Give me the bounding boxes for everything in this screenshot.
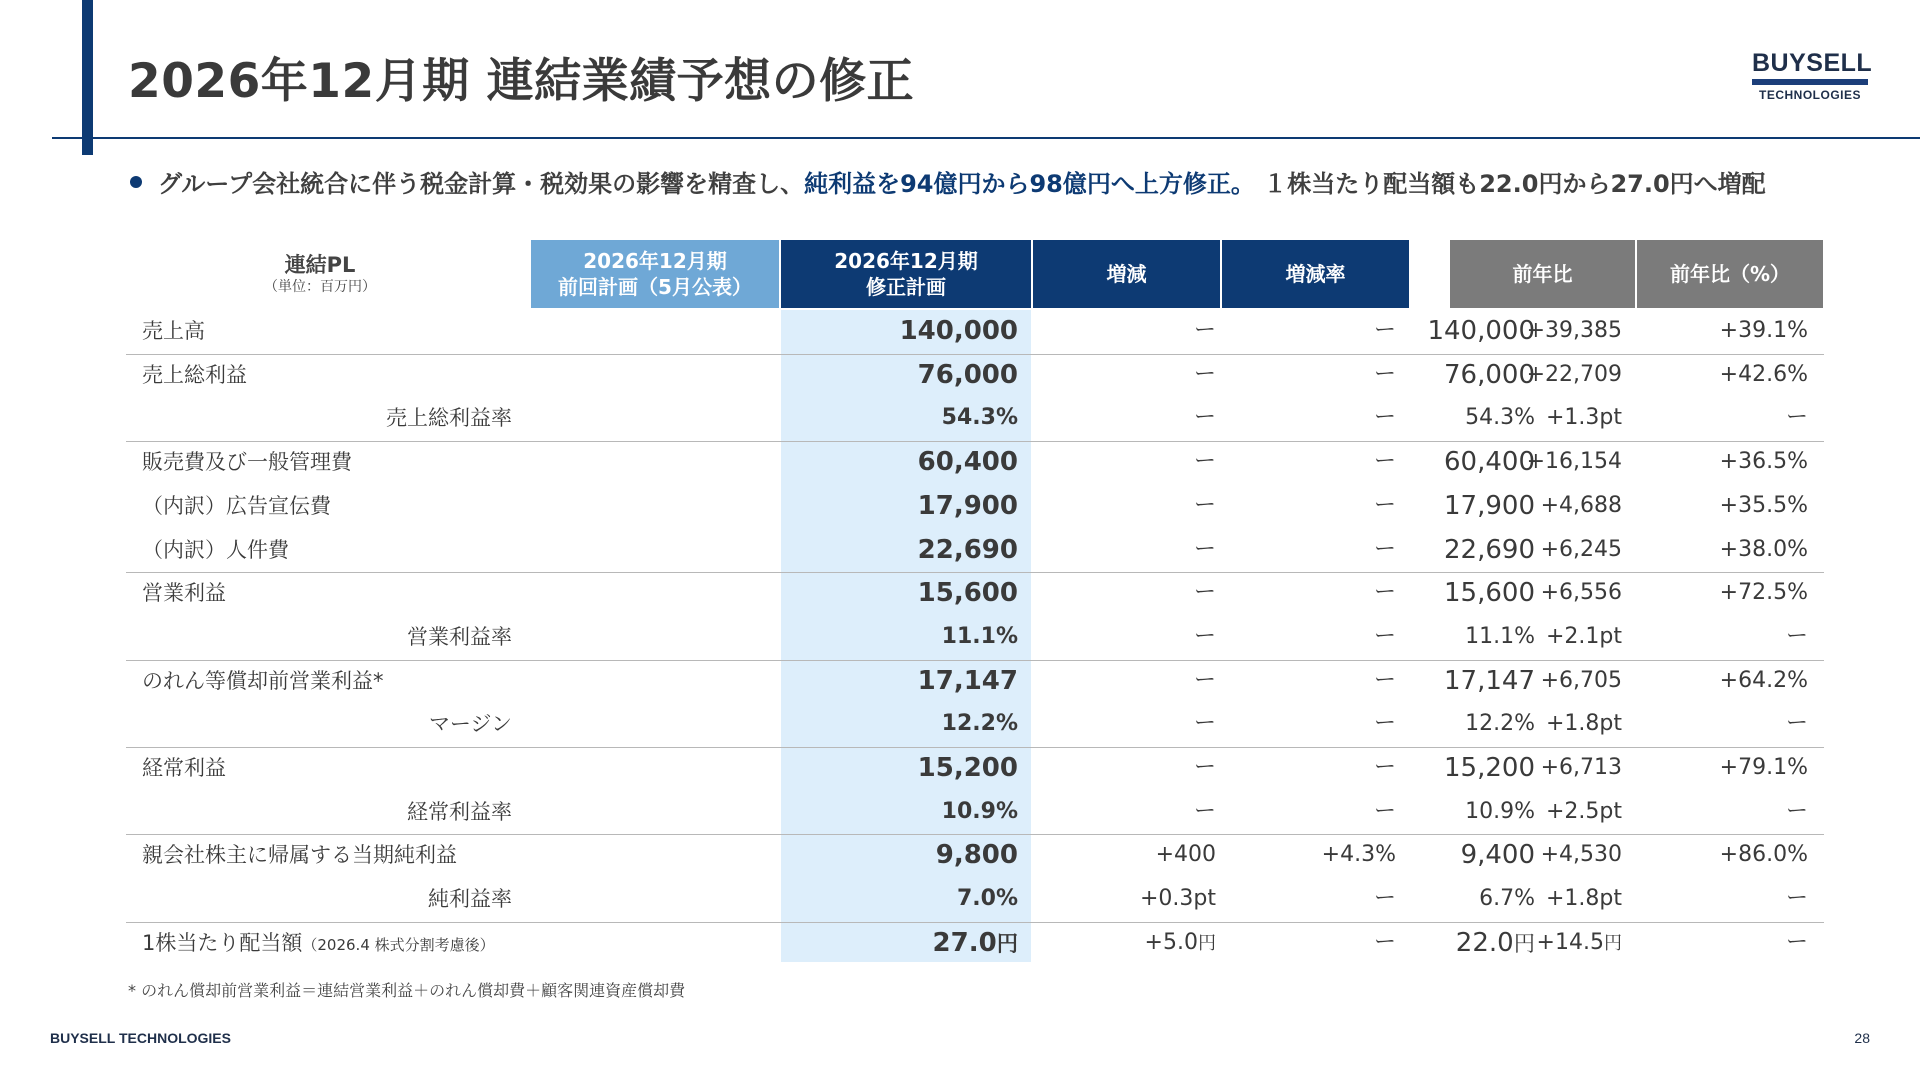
cell-value: 10.9% [1465,798,1535,824]
cell-rate [1374,923,1396,963]
row-label-text: 売上総利益率 [386,406,512,431]
cell-prev [1444,661,1535,701]
cell-value: +39.1% [1719,318,1808,343]
cell-rate [1374,355,1396,395]
cell-prev [1456,923,1535,963]
cell-value: ー [1373,929,1396,955]
cell-value: 22,690 [917,534,1018,565]
cell-prev [1444,573,1535,613]
cell-rev [918,530,1018,570]
cell-diff [1194,573,1216,613]
cell-value: 7.0% [956,886,1018,912]
cell-value: +36.5% [1719,449,1808,475]
cell-rate [1374,311,1396,351]
column-header-4 [1222,240,1409,308]
row-label-note: （2026.4 株式分割考慮後） [302,935,495,954]
cell-value: 54.3% [1465,405,1535,431]
cell-value: +2.1pt [1545,623,1622,649]
cell-yoyp [1720,748,1808,788]
cell-value: +0.3pt [1139,886,1216,912]
cell-value: ー [1373,318,1396,343]
cell-value: 60,400 [1444,447,1535,478]
cell-value: 15,600 [917,578,1018,609]
cell-value: ー [1193,318,1216,343]
column-header-line: 2026年12月期 [834,249,978,273]
cell-value: 11.1% [941,623,1018,649]
cell-value: 76,000 [1444,359,1535,390]
row-label-text: マージン [428,712,512,737]
cell-value: 6.7% [1479,886,1535,912]
summary-highlight: 純利益を94億円から98億円へ上方修正。 [804,170,1255,198]
cell-value: 17,147 [917,665,1018,696]
company-logo [1752,49,1873,102]
cell-value: ー [1373,623,1396,649]
row-label-text: 1株当たり配当額 [142,930,303,955]
cell-yoy [1541,573,1622,613]
row-label [142,530,289,570]
cell-value: ー [1785,798,1808,824]
row-label [142,573,226,613]
cell-value: +14.5 [1536,929,1604,955]
row-label-text: のれん等償却前営業利益* [142,668,384,693]
cell-value: ー [1193,536,1216,562]
cell-yoyp [1786,879,1808,919]
cell-rev [918,661,1018,701]
cell-value: ー [1193,711,1216,737]
cell-yoyp [1720,486,1808,526]
cell-prev [1444,355,1535,395]
cell-prev [1465,704,1535,744]
cell-value: ー [1373,667,1396,693]
cell-diff [1194,617,1216,657]
cell-value: ー [1373,580,1396,606]
cell-value: ー [1373,405,1396,431]
cell-rate [1374,704,1396,744]
cell-yoyp [1720,573,1808,613]
row-label [429,704,512,744]
cell-rev [942,617,1018,657]
cell-prev [1444,442,1535,482]
column-header-line: 修正計画 [866,275,946,299]
cell-value: +16,154 [1526,449,1622,475]
row-label-text: 経常利益率 [407,799,512,824]
cell-yoy [1527,311,1622,351]
cell-yoyp [1720,355,1808,395]
cell-value: ー [1373,492,1396,518]
logo-sub-text: TECHNOLOGIES [1758,88,1861,102]
row-label-text: 販売費及び一般管理費 [142,450,352,475]
cell-value: +4,530 [1540,842,1622,868]
cell-value: +86.0% [1719,842,1808,868]
row-label-text: 純利益率 [428,887,512,912]
cell-value: 17,900 [917,490,1018,521]
row-label [407,792,512,832]
cell-value: 15,200 [1444,753,1535,783]
cell-diff [1156,835,1216,875]
column-header-2 [781,240,1031,308]
cell-value: 15,200 [917,753,1018,783]
cell-rev [942,398,1018,438]
cell-value: +1.3pt [1545,405,1622,431]
cell-rate [1374,661,1396,701]
cell-value: 140,000 [899,316,1018,346]
cell-rev [918,573,1018,613]
cell-yoyp [1720,661,1808,701]
column-header-line: 2026年12月期 [583,249,727,273]
cell-yoy [1541,661,1622,701]
cell-value: +38.0% [1719,536,1808,562]
cell-rev [918,442,1018,482]
summary-text-1: グループ会社統合に伴う税金計算・税効果の影響を精査し、 [158,170,805,198]
cell-value: 22,690 [1444,534,1535,565]
cell-yoy [1541,486,1622,526]
row-label [142,355,247,395]
cell-yoyp [1786,617,1808,657]
cell-value: +6,245 [1540,536,1622,562]
cell-value: 140,000 [1427,316,1535,346]
cell-value: +79.1% [1719,755,1808,780]
cell-value: ー [1373,711,1396,737]
table-label-title: 連結PL [284,253,356,277]
cell-diff [1194,398,1216,438]
cell-prev [1444,748,1535,788]
summary-text-3: １株当たり配当額も22.0円から27.0円へ増配 [1254,170,1766,198]
cell-unit: 円 [1513,931,1535,957]
cell-diff [1194,486,1216,526]
cell-value: ー [1193,667,1216,693]
cell-value: 9,800 [935,840,1018,871]
cell-value: 12.2% [941,711,1018,737]
table-label-header [200,240,440,308]
cell-value: +2.5pt [1545,798,1622,824]
cell-yoyp [1720,835,1808,875]
cell-value: +72.5% [1719,580,1808,606]
footnote: * のれん償却前営業利益＝連結営業利益＋のれん償却費＋顧客関連資産償却費 [128,981,686,1000]
cell-prev [1461,835,1535,875]
cell-value: ー [1373,886,1396,912]
cell-value: +22,709 [1526,361,1622,387]
cell-value: 76,000 [917,359,1018,390]
cell-value: +1.8pt [1545,886,1622,912]
page-title: 2026年12月期 連結業績予想の修正 [128,54,915,109]
logo-bar [1752,79,1868,85]
cell-value: ー [1193,755,1216,780]
cell-value: ー [1193,798,1216,824]
row-label [142,748,226,788]
row-label-text: （内訳）広告宣伝費 [142,493,331,518]
row-label [142,661,384,701]
cell-value: +1.8pt [1545,711,1622,737]
cell-value: ー [1373,361,1396,387]
cell-diff [1194,661,1216,701]
row-label-text: 営業利益 [142,581,226,606]
bullet-dot-icon [130,176,142,188]
cell-rev [900,311,1018,351]
cell-value: +4,688 [1540,492,1622,518]
cell-yoy [1541,748,1622,788]
cell-yoy [1541,835,1622,875]
cell-prev [1427,311,1535,351]
cell-value: 12.2% [1465,711,1535,737]
footer-company: BUYSELL TECHNOLOGIES [50,1030,231,1046]
row-label-text: 営業利益率 [407,624,512,649]
row-label [142,486,331,526]
cell-rev [918,486,1018,526]
cell-yoyp [1786,792,1808,832]
cell-diff [1194,355,1216,395]
cell-rev [957,879,1018,919]
cell-diff [1194,442,1216,482]
cell-value: ー [1373,449,1396,475]
cell-value: ー [1373,755,1396,780]
cell-yoyp [1786,704,1808,744]
cell-value: +6,705 [1540,667,1622,693]
cell-unit: 円 [1197,932,1216,954]
logo-main-text: BUYSELL [1752,49,1873,77]
cell-value: ー [1373,536,1396,562]
cell-value: ー [1193,492,1216,518]
cell-yoyp [1786,923,1808,963]
cell-unit: 円 [996,931,1018,957]
cell-value: +400 [1155,842,1216,868]
table-unit-label: （単位：百万円） [264,279,376,295]
row-label-text: 親会社株主に帰属する当期純利益 [142,843,457,868]
cell-rate [1374,486,1396,526]
cell-value: +4.3% [1321,842,1396,868]
cell-value: 10.9% [941,798,1018,824]
cell-value: ー [1785,405,1808,431]
row-label-text: （内訳）人件費 [142,537,289,562]
cell-diff [1140,879,1216,919]
row-label [386,398,512,438]
cell-yoyp [1720,530,1808,570]
title-accent-bar [82,0,93,155]
row-label [142,835,457,875]
cell-yoy [1541,530,1622,570]
cell-rate [1374,442,1396,482]
cell-value: 27.0 [932,927,997,958]
row-label-text: 経常利益 [142,756,226,780]
cell-value: 11.1% [1465,623,1535,649]
column-header-line: 増減 [1106,262,1147,286]
cell-prev [1465,792,1535,832]
cell-yoyp [1720,311,1808,351]
cell-value: 60,400 [917,447,1018,478]
cell-diff [1194,704,1216,744]
cell-value: 15,600 [1444,578,1535,609]
cell-rate [1374,748,1396,788]
column-header-line: 増減率 [1285,262,1346,286]
cell-value: 22.0 [1455,927,1514,958]
cell-value: ー [1193,449,1216,475]
cell-yoy [1546,398,1622,438]
cell-rev [918,355,1018,395]
cell-prev [1444,486,1535,526]
cell-rev [942,792,1018,832]
cell-value: ー [1785,929,1808,955]
cell-diff [1194,530,1216,570]
cell-yoyp [1786,398,1808,438]
cell-yoyp [1720,442,1808,482]
cell-yoy [1546,704,1622,744]
cell-diff [1145,923,1216,963]
cell-rate [1374,398,1396,438]
cell-value: ー [1785,711,1808,737]
cell-rate [1322,835,1396,875]
cell-value: 17,900 [1444,490,1535,521]
cell-value: ー [1785,623,1808,649]
cell-rate [1374,792,1396,832]
cell-diff [1194,748,1216,788]
cell-value: ー [1193,405,1216,431]
cell-value: ー [1193,580,1216,606]
cell-value: +42.6% [1719,361,1808,387]
cell-rev [918,748,1018,788]
cell-value: ー [1193,361,1216,387]
summary-bullet [130,164,1766,199]
cell-value: ー [1785,886,1808,912]
cell-value: 17,147 [1444,665,1535,696]
cell-rate [1374,617,1396,657]
cell-rev [936,835,1018,875]
column-header-5 [1450,240,1635,308]
cell-value: +5.0 [1144,929,1198,955]
cell-value: +6,713 [1540,755,1622,780]
row-label-text: 売上高 [142,319,205,343]
cell-prev [1465,398,1535,438]
cell-rate [1374,530,1396,570]
column-header-line: 前年比（%） [1669,262,1791,286]
cell-yoy [1546,879,1622,919]
cell-value: +64.2% [1719,667,1808,693]
cell-value: 54.3% [941,405,1018,431]
cell-value: ー [1373,798,1396,824]
row-label [142,923,495,963]
cell-rev [933,923,1018,963]
cell-yoy [1537,923,1622,963]
cell-value: +35.5% [1719,492,1808,518]
cell-diff [1194,311,1216,351]
cell-value: +6,556 [1540,580,1622,606]
cell-diff [1194,792,1216,832]
cell-rate [1374,573,1396,613]
cell-value: ー [1193,623,1216,649]
column-header-3 [1033,240,1220,308]
cell-rev [942,704,1018,744]
row-label [142,311,205,351]
cell-prev [1479,879,1535,919]
title-divider [52,137,1920,139]
cell-yoy [1546,792,1622,832]
cell-value: +39,385 [1526,318,1622,343]
column-header-line: 前回計画（5月公表） [558,275,752,299]
cell-prev [1444,530,1535,570]
row-label-text: 売上総利益 [142,362,247,387]
column-header-line: 前年比 [1512,262,1573,286]
row-label [428,879,512,919]
cell-yoy [1527,355,1622,395]
column-header-1 [531,240,779,308]
column-header-6 [1637,240,1823,308]
cell-value: 9,400 [1460,840,1535,871]
cell-unit: 円 [1603,932,1622,954]
page-number: 28 [1854,1030,1870,1046]
row-label [407,617,512,657]
cell-rate [1374,879,1396,919]
row-label [142,442,352,482]
cell-yoy [1546,617,1622,657]
cell-prev [1465,617,1535,657]
cell-yoy [1527,442,1622,482]
